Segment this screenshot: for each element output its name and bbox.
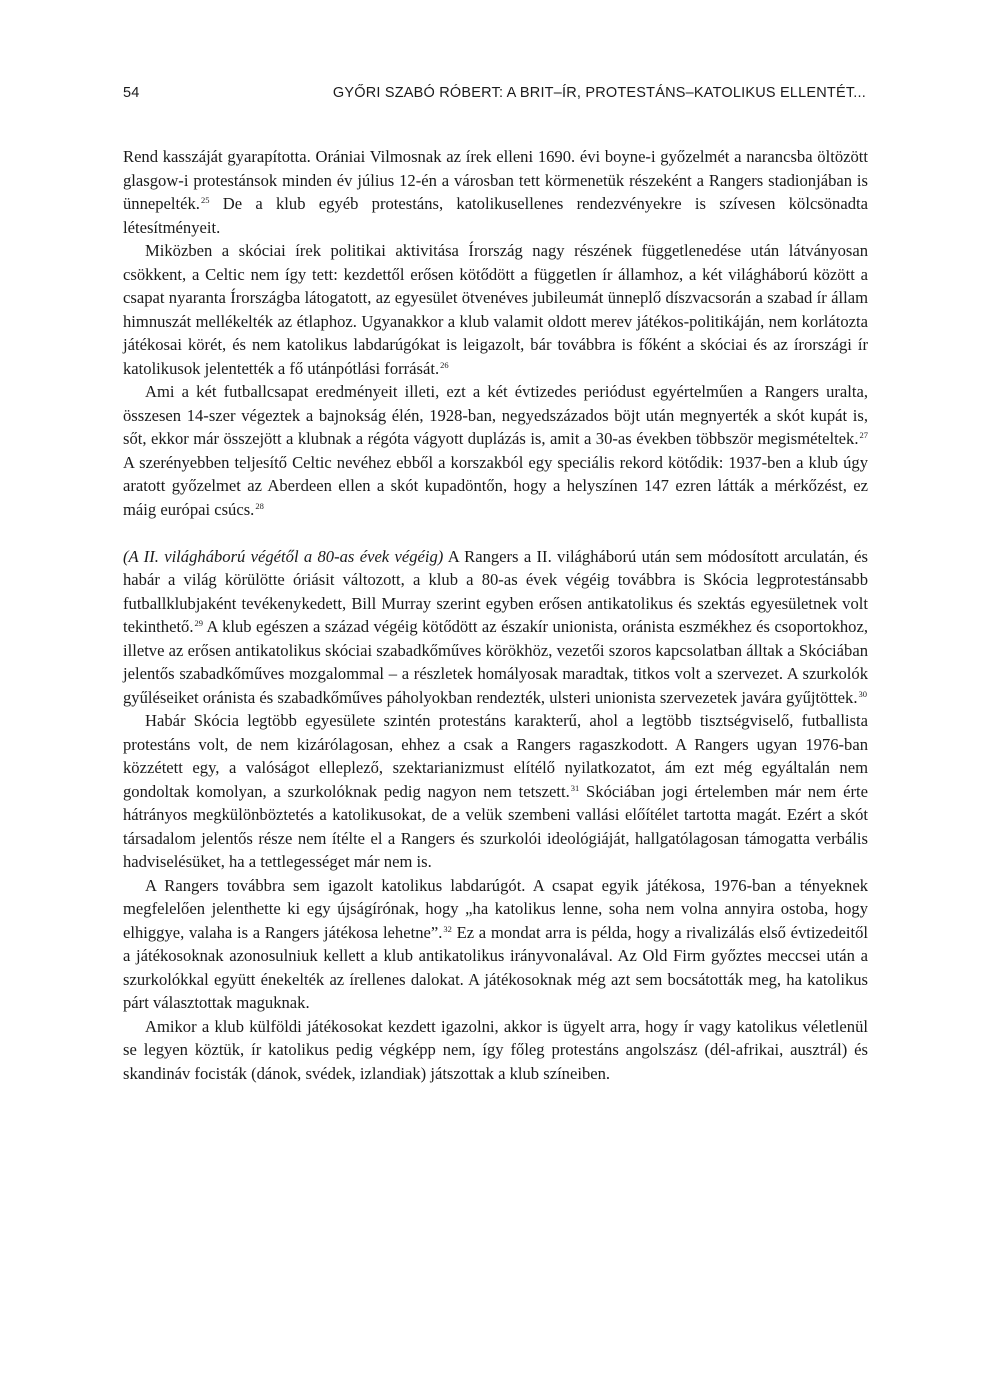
- paragraph-text: Miközben a skóciai írek politikai aktivitása Írország nagy részének függetlenedése után látványosan csökkent, a Celtic nem így tett: kezdettől erősen kötődött a független ír államhoz, a két világháború között a csapat nyaranta Írországba látogatott, az egyesület ötvenéves jubileumát ünneplő díszvacsorán a szabad ír állam himnuszát mellékelték az étlaphoz. Ugyanakkor a klub valamit oldott merev játékos-politikáján, nem korlátozta játékosai körét, és nem katolikus labdarúgókat is leigazolt, bár továbbra is főként a skóciai és az írországi ír katolikusok jelentették a fő utánpótlási forrását.: [123, 241, 868, 378]
- paragraph-text: Rend kasszáját gyarapította. Orániai Vilmosnak az írek elleni 1690. évi boyne-i győzelmét a narancsba öltözött glasgow-i protestánsok minden év július 12-én a városban tett körmenetük részeként a Rangers stadionjában is ünnepelték.: [123, 147, 868, 213]
- footnote-marker: 29: [194, 618, 204, 628]
- footnote-marker: 30: [858, 688, 867, 699]
- paragraph: [123, 239, 868, 380]
- running-title: GYŐRI SZABÓ RÓBERT: A BRIT–ÍR, PROTESTÁNS–KATOLIKUS ELLENTÉT...: [332, 85, 866, 101]
- paragraph-text: Habár Skócia legtöbb egyesülete szintén protestáns karakterű, ahol a legtöbb tisztségviselő, futballista protestáns volt, de nem kizárólagosan, ehhez a csak a Rangers ragaszkodott. A Rangers ugyan 1976-ban közzétett egy, a valóságot elleplező, szektarianizmust elítélő nyilatkozatot, ám ezt még egyáltalán nem gondoltak komolyan, a szurkolóknak pedig nagyon nem tetszett.: [123, 711, 868, 801]
- paragraph-text: A klub egészen a század végéig kötődött az északír unionista, oránista eszmékhez és csoportokhoz, illetve az erősen antikatolikus skóciai szabadkőműves körökhöz, vezetői szoros kapcsolatban álltak a Skóciában jelentős szabadkőműves mozgalommal – a részletek homályosak maradtak, titkos volt a szervezet. A szurkolók gyűléseiket oránista és szabadkőműves páholyokban rendezték, ulsteri unionista szervezetek javára gyűjtöttek.: [123, 617, 868, 707]
- body-text: [123, 145, 868, 1085]
- footnote-marker: 27: [859, 430, 868, 440]
- paragraph: [123, 380, 868, 521]
- page-header: [123, 85, 866, 107]
- footnote-marker: 25: [200, 195, 210, 205]
- paragraph-text: A Rangers továbbra sem igazolt katolikus labdarúgót. A csapat egyik játékosa, 1976-ban a tényeknek megfelelően jelenthette ki egy újságírónak, hogy „ha katolikus lenne, soha nem volna annyira ostoba, hogy elhiggye, valaha is a Rangers játékosa lehetne”.: [123, 875, 868, 942]
- paragraph-text: De a klub egyéb protestáns, katolikusellenes rendezvényekre is szívesen kölcsönadta létesítményeit.: [123, 194, 868, 237]
- paragraph: [123, 709, 868, 874]
- footnote-marker: 28: [255, 500, 264, 511]
- footnote-marker: 32: [443, 923, 452, 934]
- page-number: 54: [123, 85, 140, 101]
- paragraph: [123, 545, 868, 710]
- footnote-marker: 31: [570, 782, 580, 793]
- paragraph-text: Ami a két futballcsapat eredményeit illeti, ezt a két évtizedes periódust egyértelműen a Rangers uralta, összesen 14-szer végeztek a bajnokság élén, 1928-ban, negyedszázados böjt után megnyerték a skót kupát is, sőt, ekkor már összejött a klubnak a régóta vágyott duplázás is, amit a 30-as években többször megismételtek.: [123, 382, 868, 448]
- paragraph: [123, 874, 868, 1015]
- paragraph-text: Skóciában jogi értelemben már nem érte hátrányos megkülönböztetés a katolikusokat, de a velük szembeni vallási előítélet tartotta magát. Ezért a skót társadalom jelentős része nem ítélte el a Rangers és szurkolói ideológiáját, hallgatólagosan támogatta verbális hadviselésüket, ha a tettlegességet már nem is.: [123, 781, 868, 871]
- paragraph-text: A szerényebben teljesítő Celtic nevéhez ebből a korszakból egy speciális rekord kötődik: 1937-ben a klub úgy aratott győzelmet az Aberdeen ellen a skót kupadöntőn, hogy a helyszínen 147 ezren látták a mérkőzést, ez máig európai csúcs.: [123, 452, 868, 519]
- paragraph-text: A Rangers a II. világháború után sem módosított arculatán, és habár a világ körülötte óriásit változott, a klub a 80-as évek végéig továbbra is Skócia legprotestánsabb futballklubjaként tevékenykedett, Bill Murray szerint egyben erősen antikatolikus és szektás egyesületnek volt tekinthető.: [123, 546, 868, 636]
- paragraph: [123, 145, 868, 239]
- footnote-marker: 26: [440, 359, 449, 370]
- paragraph: [123, 1015, 868, 1086]
- section-heading: (A II. világháború végétől a 80-as évek végéig): [123, 546, 444, 566]
- paragraph-text: Ez a mondat arra is példa, hogy a rivalizálás első évtizedeitől a játékosoknak azonosulniuk kellett a klub antikatolikus irányvonalával. Az Old Firm győztes meccsei után a szurkolókkal együtt énekelték az írellenes dalokat. A játékosoknak még azt sem bocsátották meg, ha katolikus párt választottak maguknak.: [123, 922, 868, 1012]
- paragraph-text: Amikor a klub külföldi játékosokat kezdett igazolni, akkor is ügyelt arra, hogy ír vagy katolikus véletlenül se legyen köztük, ír katolikus pedig végképp nem, így főleg protestáns angolszász (dél-afrikai, ausztrál) és skandináv focisták (dánok, svédek, izlandiak) játszottak a klub színeiben.: [123, 1016, 868, 1083]
